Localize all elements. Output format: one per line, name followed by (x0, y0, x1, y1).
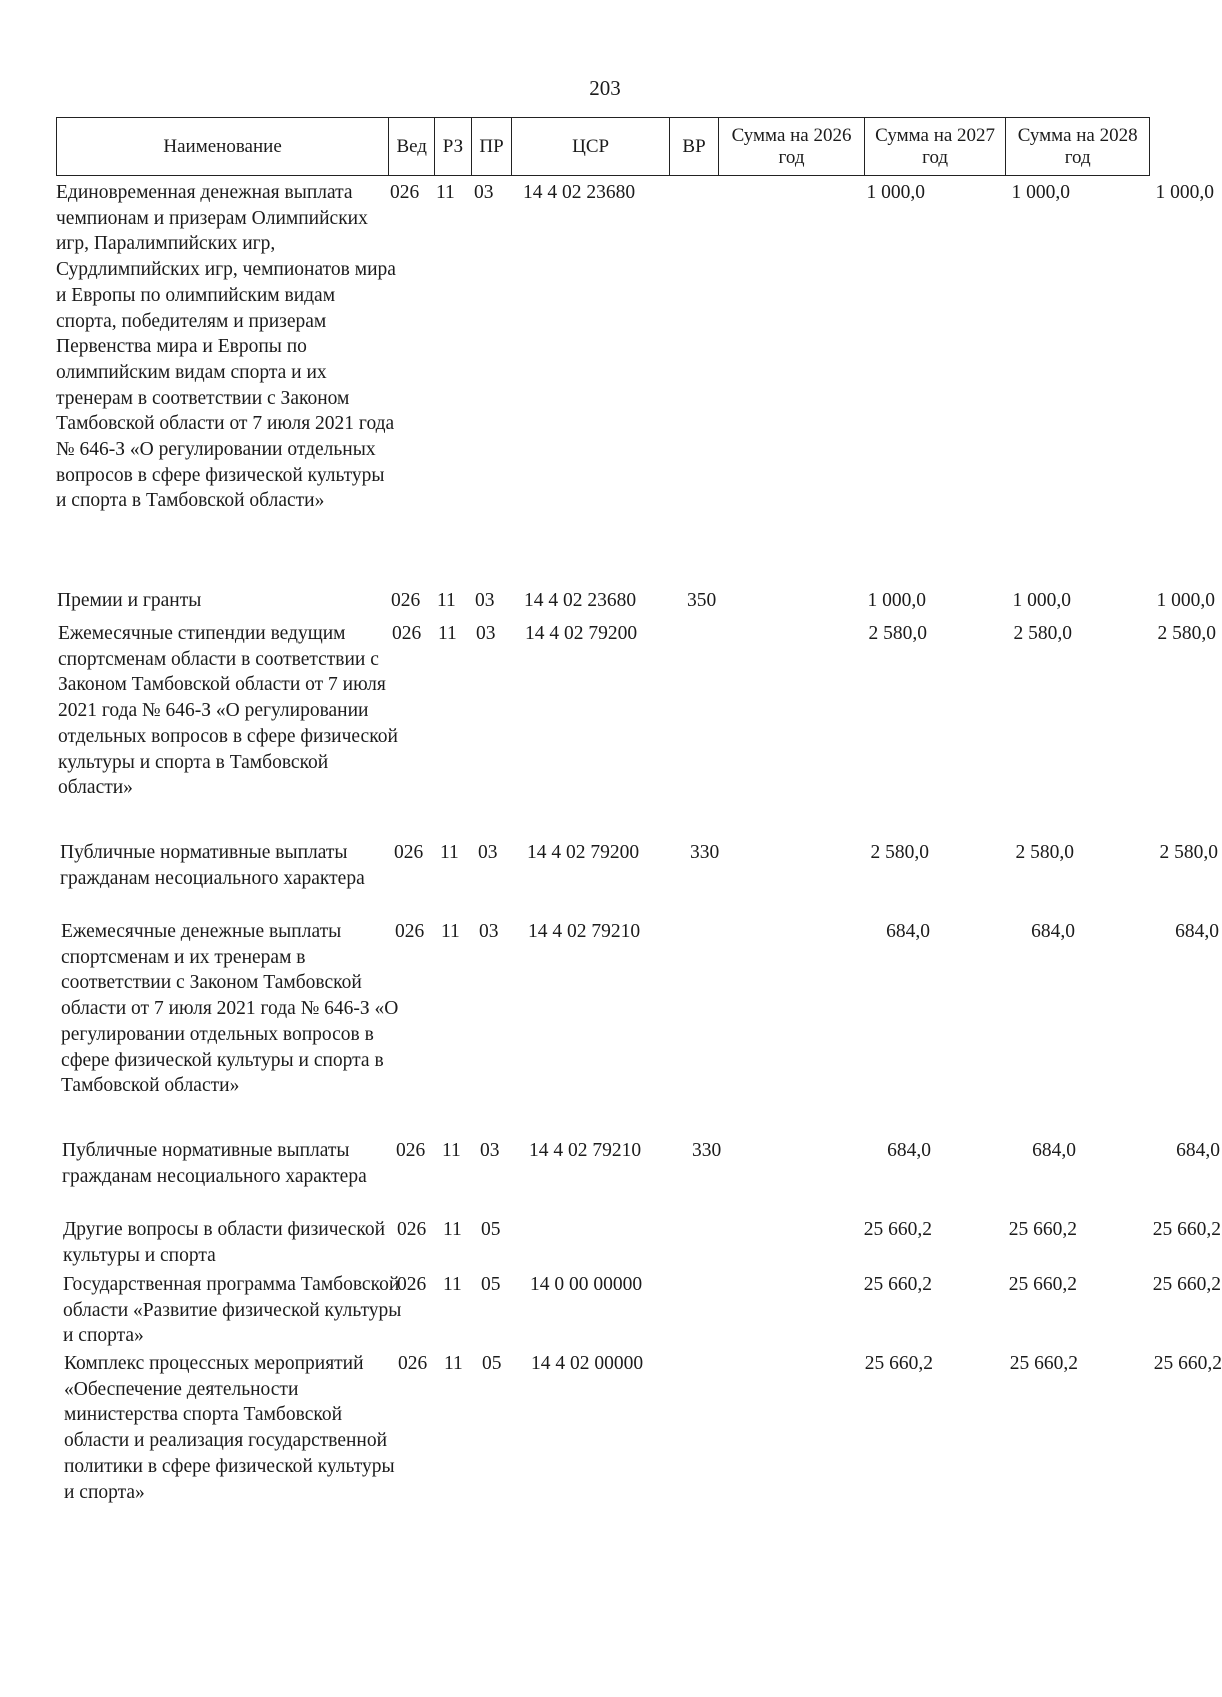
row-pr: 03 (475, 590, 495, 611)
row-rz: 11 (436, 182, 455, 203)
row-ved: 026 (392, 623, 422, 644)
row-sum-2028: 25 660,2 (1152, 1219, 1221, 1240)
row-csr: 14 4 02 79200 (527, 842, 640, 863)
row-name: Публичные нормативные выплаты гражданам несоциального характера (60, 842, 365, 889)
row-sum-2026: 2 580,0 (870, 842, 929, 863)
row-sum-2027: 25 660,2 (1009, 1353, 1078, 1374)
header-vr: ВР (669, 118, 718, 176)
header-sum-2026: Сумма на 2026 год (719, 118, 865, 176)
row-name: Ежемесячные денежные выплаты спортсменам и их тренерам в соответствии с Законом Тамбовской области от 7 июля 2021 года № 646-З «О регулировании отдельных вопросов в сфере физической культуры и спорта в Тамбовской области» (61, 921, 399, 1097)
table-header (56, 117, 1150, 176)
row-rz: 11 (440, 842, 459, 863)
header-csr: ЦСР (512, 118, 670, 176)
row-pr: 03 (474, 182, 494, 203)
row-sum-2027: 684,0 (1032, 1140, 1076, 1161)
row-sum-2026: 25 660,2 (863, 1219, 932, 1240)
row-pr: 03 (476, 623, 496, 644)
row-csr: 14 4 02 23680 (524, 590, 637, 611)
row-sum-2027: 1 000,0 (1012, 590, 1071, 611)
row-sum-2028: 684,0 (1176, 1140, 1220, 1161)
row-pr: 05 (482, 1353, 502, 1374)
row-sum-2026: 684,0 (887, 1140, 931, 1161)
row-sum-2026: 25 660,2 (863, 1274, 932, 1295)
header-pr: ПР (471, 118, 512, 176)
header-rz: РЗ (435, 118, 471, 176)
row-name: Другие вопросы в области физической культуры и спорта (63, 1219, 386, 1266)
header-sum-2027: Сумма на 2027 год (864, 118, 1005, 176)
row-name: Публичные нормативные выплаты гражданам несоциального характера (62, 1140, 367, 1187)
row-ved: 026 (398, 1353, 428, 1374)
row-csr: 14 4 02 79210 (528, 921, 641, 942)
row-sum-2027: 25 660,2 (1008, 1219, 1077, 1240)
row-sum-2027: 1 000,0 (1011, 182, 1070, 203)
row-pr: 05 (481, 1274, 501, 1295)
row-name: Ежемесячные стипендии ведущим спортсменам области в соответствии с Законом Тамбовской области от 7 июля 2021 года № 646-З «О регулировании отдельных вопросов в сфере физической культуры и спорта в Тамбовской области» (58, 623, 398, 799)
row-sum-2026: 1 000,0 (867, 590, 926, 611)
page-number: 203 (589, 76, 621, 100)
row-csr: 14 4 02 79210 (529, 1140, 642, 1161)
row-pr: 03 (480, 1140, 500, 1161)
row-name: Премии и гранты (57, 590, 202, 611)
row-ved: 026 (397, 1274, 427, 1295)
header-sum-2028: Сумма на 2028 год (1006, 118, 1150, 176)
row-ved: 026 (395, 921, 425, 942)
row-rz: 11 (443, 1219, 462, 1240)
header-name: Наименование (57, 118, 389, 176)
row-rz: 11 (442, 1140, 461, 1161)
row-pr: 03 (479, 921, 499, 942)
row-sum-2027: 25 660,2 (1008, 1274, 1077, 1295)
row-rz: 11 (443, 1274, 462, 1295)
header-ved: Вед (389, 118, 435, 176)
row-sum-2028: 2 580,0 (1157, 623, 1216, 644)
row-csr: 14 4 02 00000 (531, 1353, 644, 1374)
row-sum-2026: 1 000,0 (866, 182, 925, 203)
row-ved: 026 (397, 1219, 427, 1240)
row-sum-2028: 684,0 (1175, 921, 1219, 942)
row-csr: 14 4 02 23680 (523, 182, 636, 203)
row-sum-2026: 2 580,0 (868, 623, 927, 644)
row-pr: 05 (481, 1219, 501, 1240)
row-pr: 03 (478, 842, 498, 863)
row-sum-2028: 25 660,2 (1152, 1274, 1221, 1295)
row-sum-2028: 2 580,0 (1159, 842, 1218, 863)
row-vr: 330 (692, 1140, 722, 1161)
row-name: Единовременная денежная выплата чемпионам и призерам Олимпийских игр, Паралимпийских игр, Сурдлимпийских игр, чемпионатов мира и Европы по олимпийским видам спорта, победителям и призерам Первенства мира и Европы по олимпийским видам спорта и их тренерам в соответствии с Законом Тамбовской области от 7 июля 2021 года № 646-З «О регулировании отдельных вопросов в сфере физической культуры и спорта в Тамбовской области» (56, 182, 396, 512)
row-name: Комплекс процессных мероприятий «Обеспечение деятельности министерства спорта Тамбовской области и реализация государственной политики в сфере физической культуры и спорта» (64, 1353, 395, 1503)
row-sum-2028: 1 000,0 (1155, 182, 1214, 203)
row-rz: 11 (441, 921, 460, 942)
row-ved: 026 (396, 1140, 426, 1161)
row-ved: 026 (390, 182, 420, 203)
row-sum-2028: 1 000,0 (1156, 590, 1215, 611)
row-rz: 11 (437, 590, 456, 611)
row-csr: 14 4 02 79200 (525, 623, 638, 644)
row-vr: 330 (690, 842, 720, 863)
row-rz: 11 (444, 1353, 463, 1374)
row-ved: 026 (394, 842, 424, 863)
row-sum-2027: 684,0 (1031, 921, 1075, 942)
row-name: Государственная программа Тамбовской области «Развитие физической культуры и спорта» (63, 1274, 402, 1347)
row-sum-2028: 25 660,2 (1153, 1353, 1222, 1374)
row-ved: 026 (391, 590, 421, 611)
row-sum-2026: 684,0 (886, 921, 930, 942)
row-csr: 14 0 00 00000 (530, 1274, 643, 1295)
row-rz: 11 (438, 623, 457, 644)
row-sum-2026: 25 660,2 (864, 1353, 933, 1374)
row-vr: 350 (687, 590, 717, 611)
row-sum-2027: 2 580,0 (1013, 623, 1072, 644)
row-sum-2027: 2 580,0 (1015, 842, 1074, 863)
